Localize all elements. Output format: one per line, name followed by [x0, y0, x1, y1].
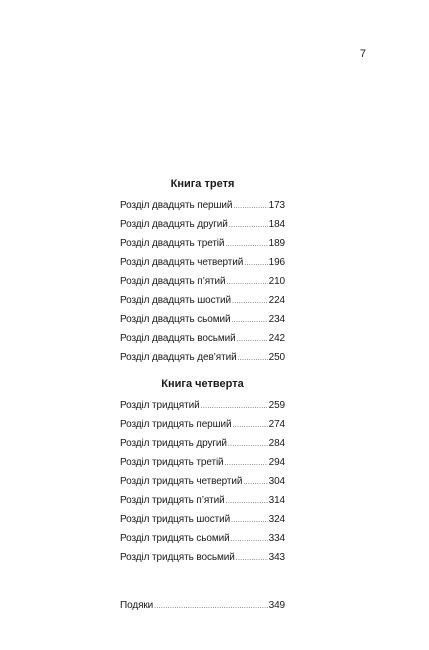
page-number: 7	[359, 48, 366, 60]
toc-entry-label: Розділ двадцять восьмий	[120, 333, 236, 344]
dot-leader	[233, 197, 267, 216]
toc-entry	[120, 253, 285, 272]
toc-entry-page: 224	[268, 295, 285, 306]
toc-entry	[120, 329, 285, 348]
dot-leader	[225, 454, 268, 473]
toc-entry-page: 210	[268, 276, 285, 287]
toc-entry	[120, 491, 285, 510]
toc-entry-label: Розділ двадцять перший	[120, 200, 233, 211]
toc-entry	[120, 510, 285, 529]
dot-leader	[226, 492, 268, 511]
toc-entry-page: 334	[268, 533, 285, 544]
dot-leader	[229, 216, 268, 235]
dot-leader	[154, 597, 267, 616]
toc-entry-label: Розділ двадцять шостий	[120, 295, 231, 306]
dot-leader	[232, 292, 268, 311]
toc-entry	[120, 529, 285, 548]
toc-entry-label: Розділ двадцять сьомий	[120, 314, 231, 325]
toc-entry	[120, 291, 285, 310]
dot-leader	[238, 349, 268, 368]
toc-entry-label: Розділ тридцять восьмий	[120, 552, 235, 563]
toc-entry	[120, 434, 285, 453]
toc-entry-page: 189	[268, 238, 285, 249]
toc-entry-page: 250	[268, 352, 285, 363]
toc-entry	[120, 272, 285, 291]
toc-entry-label: Розділ тридцять сьомий	[120, 533, 230, 544]
toc-entry-page: 284	[268, 438, 285, 449]
dot-leader	[226, 273, 267, 292]
dot-leader	[243, 473, 267, 492]
dot-leader	[231, 530, 268, 549]
toc-entry	[120, 453, 285, 472]
toc-entry-label: Розділ тридцятий	[120, 400, 200, 411]
toc-entry-page: 234	[268, 314, 285, 325]
toc-entry-label: Розділ двадцять другий	[120, 219, 228, 230]
toc-entry	[120, 396, 285, 415]
toc-entry-page: 242	[268, 333, 285, 344]
toc-entry-label: Розділ тридцять другий	[120, 438, 227, 449]
dot-leader	[228, 435, 268, 454]
toc-entry-page: 196	[268, 257, 285, 268]
toc-entry	[120, 472, 285, 491]
dot-leader	[244, 254, 267, 273]
toc-entry	[120, 348, 285, 367]
dot-leader	[225, 235, 267, 254]
toc-entry-page: 274	[268, 419, 285, 430]
toc-entry-label: Розділ двадцять дев’ятий	[120, 352, 237, 363]
toc-entry	[120, 415, 285, 434]
table-of-contents	[120, 177, 285, 615]
toc-entry	[120, 234, 285, 253]
dot-leader	[231, 511, 267, 530]
toc-entry-page: 294	[268, 457, 285, 468]
toc-entry-page: 343	[268, 552, 285, 563]
toc-entry-label: Розділ тридцять третій	[120, 457, 224, 468]
toc-entry-label: Розділ двадцять третій	[120, 238, 225, 249]
toc-entry-page: 314	[268, 495, 285, 506]
toc-entry	[120, 310, 285, 329]
toc-entry-page: 304	[268, 476, 285, 487]
toc-entry	[120, 548, 285, 567]
dot-leader	[236, 549, 268, 568]
toc-entry-page: 324	[268, 514, 285, 525]
toc-entry-label: Розділ двадцять п’ятий	[120, 276, 226, 287]
dot-leader	[233, 416, 268, 435]
dot-leader	[231, 311, 267, 330]
toc-entry-label: Розділ тридцять перший	[120, 419, 232, 430]
toc-entry-page: 349	[268, 600, 285, 611]
toc-entry-label: Розділ тридцять п’ятий	[120, 495, 225, 506]
toc-entry-page: 259	[268, 400, 285, 411]
toc-entry-label: Подяки	[120, 600, 154, 611]
book-three-heading: Книга третя	[170, 178, 235, 190]
toc-entry-page: 184	[268, 219, 285, 230]
toc-entry-page: 173	[268, 200, 285, 211]
dot-leader	[237, 330, 268, 349]
toc-entry-label: Розділ двадцять четвертий	[120, 257, 244, 268]
toc-entry-label: Розділ тридцять шостий	[120, 514, 231, 525]
toc-entry-acknowledgements	[120, 596, 285, 615]
toc-entry-label: Розділ тридцять четвертий	[120, 476, 243, 487]
toc-entry	[120, 215, 285, 234]
dot-leader	[201, 397, 268, 416]
toc-entry	[120, 196, 285, 215]
book-four-heading: Книга четверта	[161, 378, 244, 390]
